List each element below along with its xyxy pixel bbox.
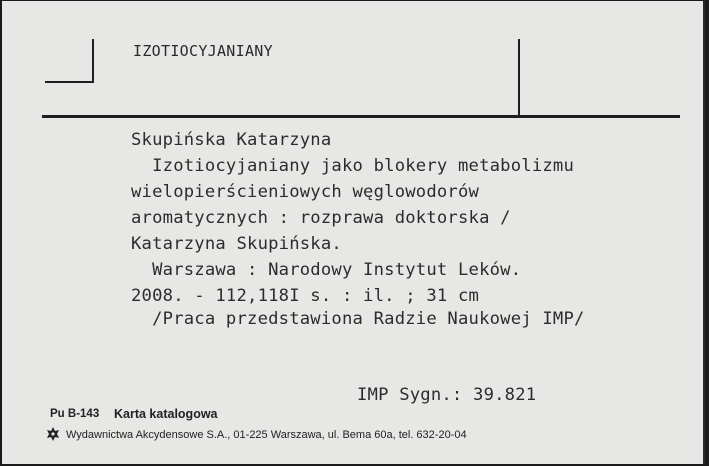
catalog-card — [2, 1, 705, 464]
title-line-3: aromatycznych : rozprawa doktorska / — [131, 208, 511, 228]
physical-description: 2008. - 112,118I s. : il. ; 31 cm — [131, 286, 480, 306]
author-line: Skupińska Katarzyna — [131, 130, 332, 150]
corner-mark-horizontal — [45, 81, 94, 83]
printer-info: Wydawnictwa Akcydensowe S.A., 01-225 Warszawa, ul. Bema 60a, tel. 632-20-04 — [66, 429, 467, 441]
note-line: /Praca przedstawiona Radzie Naukowej IMP/ — [131, 309, 585, 329]
statement-of-responsibility: Katarzyna Skupińska. — [131, 234, 342, 254]
title-line-2: wielopierścieniowych węglowodorów — [131, 182, 480, 202]
corner-mark-vertical — [92, 39, 94, 83]
printer-code: Pu B-143 — [50, 408, 100, 420]
heading-divider-vertical — [518, 39, 520, 117]
subject-heading: IZOTIOCYJANIANY — [133, 42, 273, 60]
card-type-label: Karta katalogowa — [114, 407, 218, 421]
call-number: IMP Sygn.: 39.821 — [357, 385, 537, 405]
publication-line: Warszawa : Narodowy Instytut Leków. — [131, 260, 522, 280]
printer-logo-icon — [46, 426, 60, 442]
title-line-1: Izotiocyjaniany jako blokery metabolizmu — [131, 156, 575, 176]
heading-rule — [42, 115, 680, 118]
